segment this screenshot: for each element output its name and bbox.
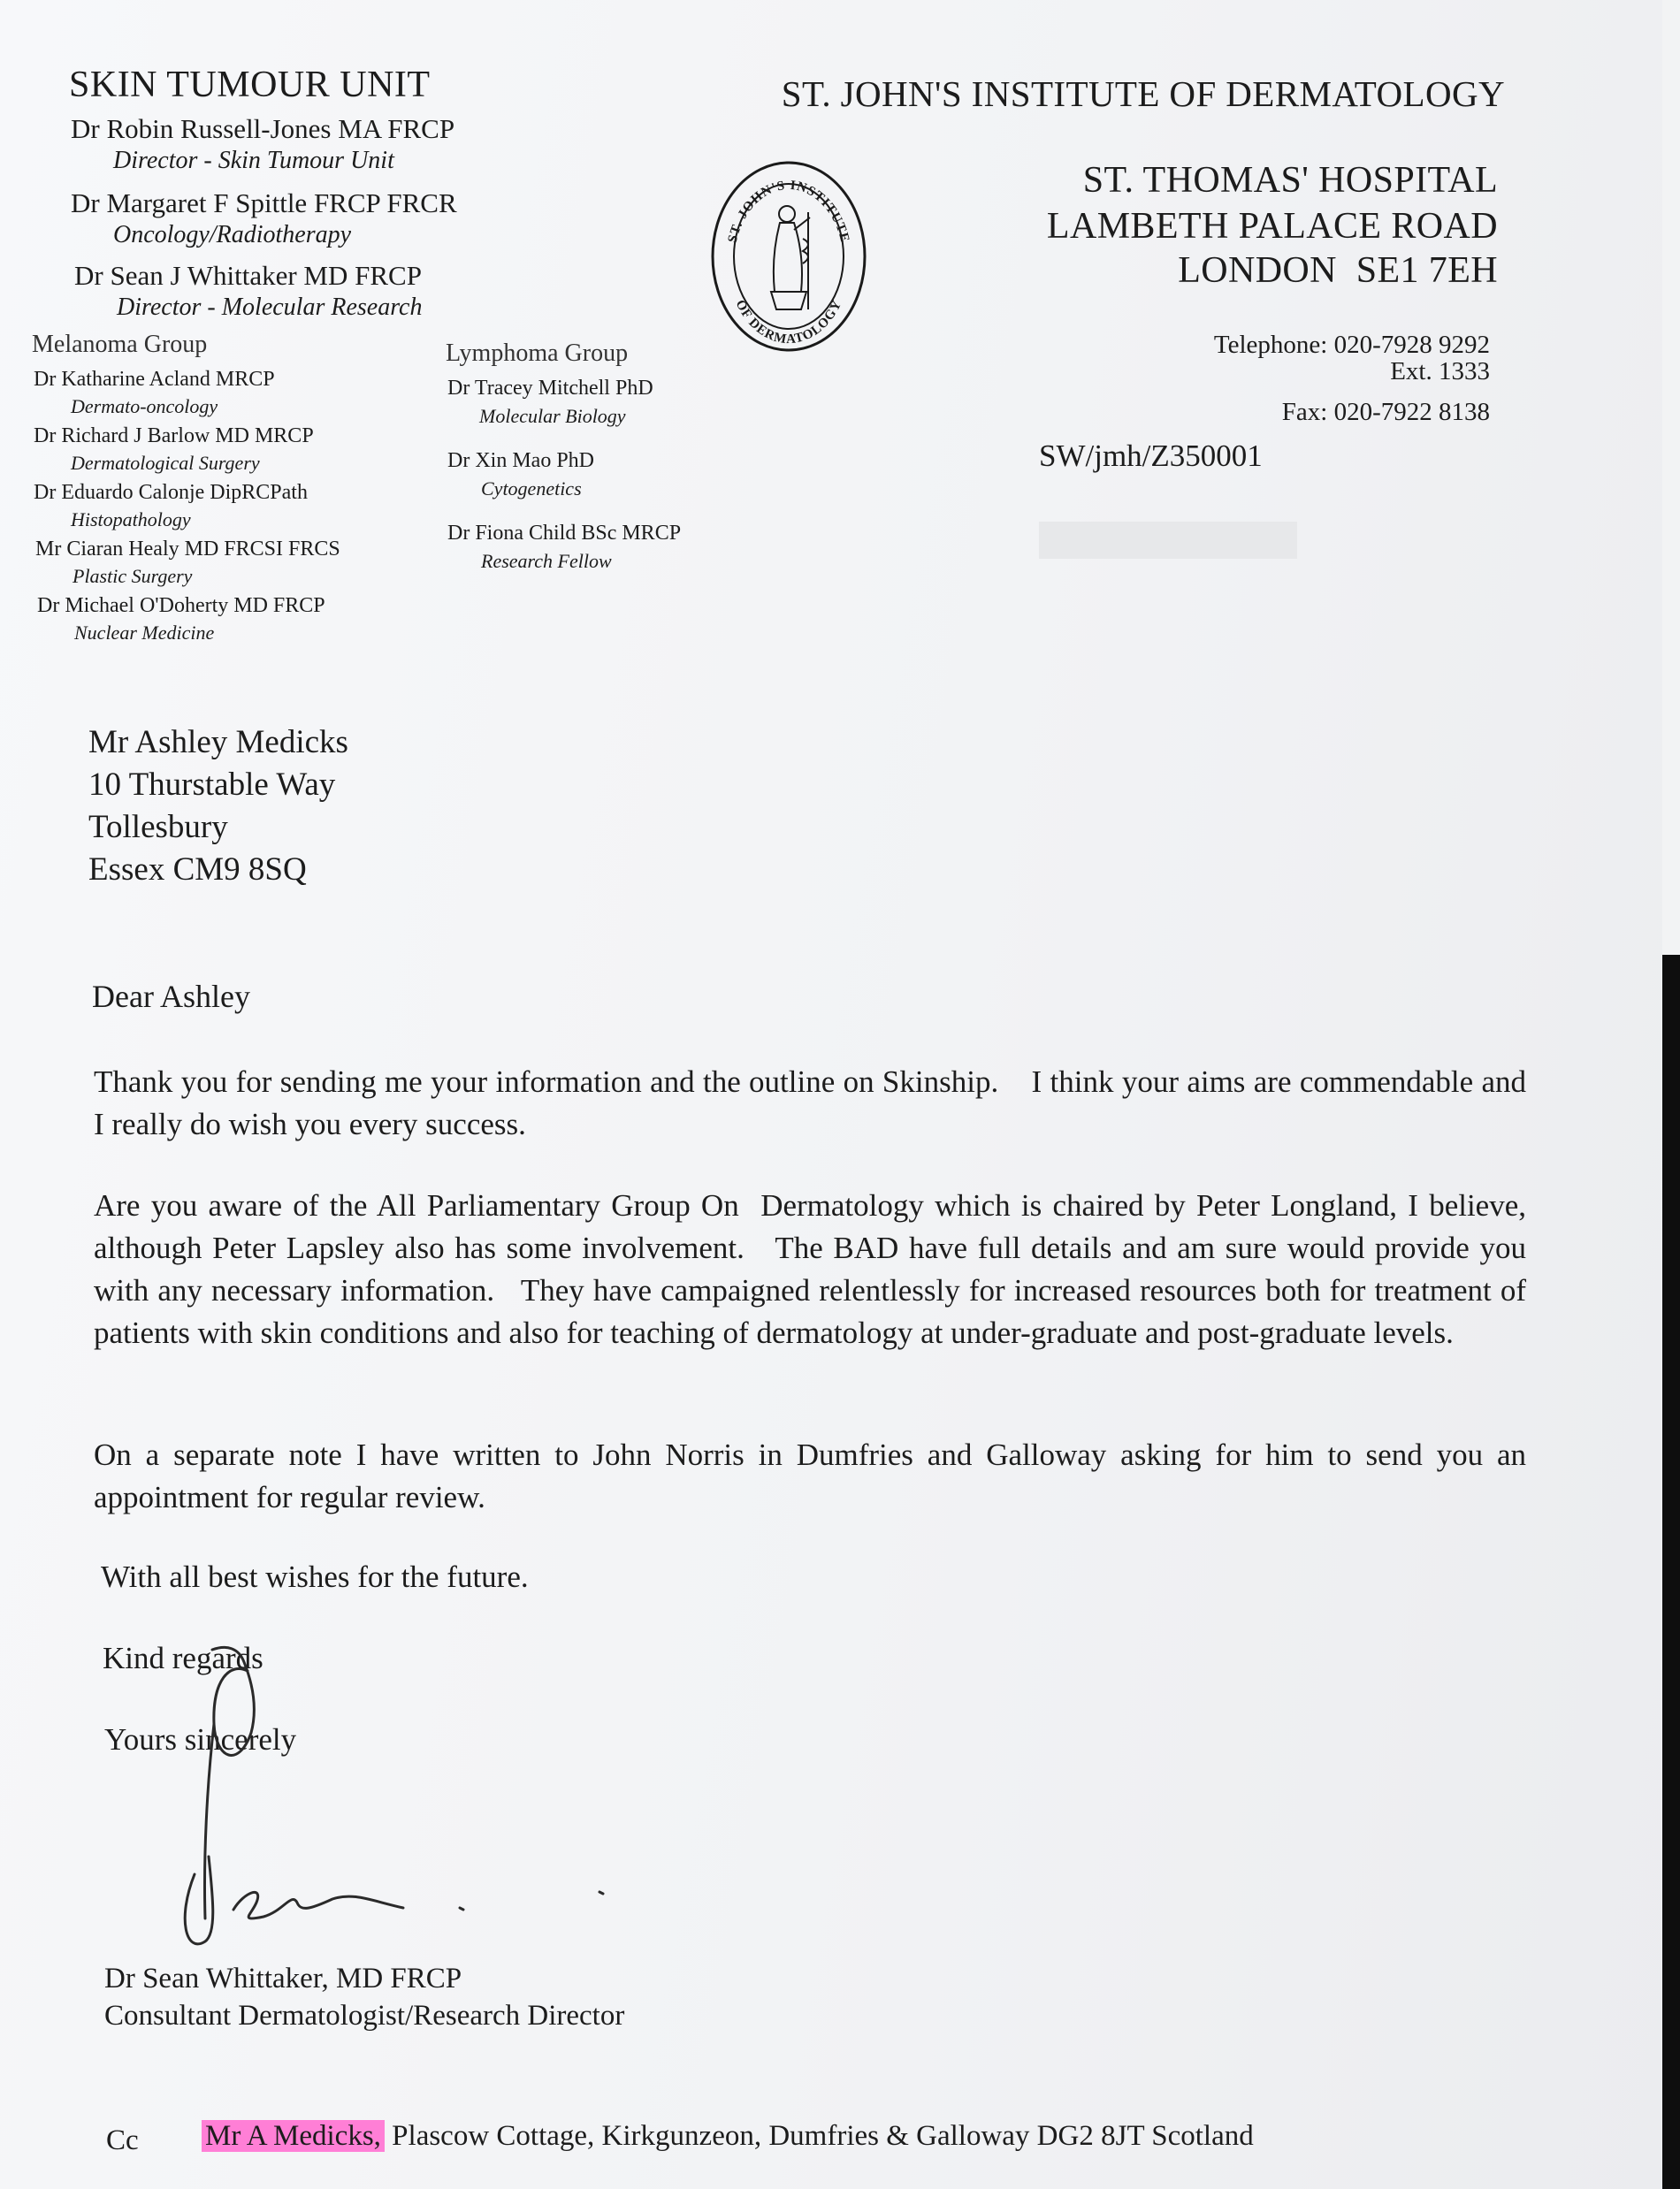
telephone-extension: Ext. 1333 xyxy=(1390,357,1490,385)
director-role: Director - Molecular Research xyxy=(117,294,423,321)
reference-number: SW/jmh/Z350001 xyxy=(1039,439,1263,473)
highlighted-name: Mr A Medicks, xyxy=(202,2120,385,2152)
director-name: Dr Margaret F Spittle FRCP FRCR xyxy=(71,187,457,218)
director-name: Dr Robin Russell-Jones MA FRCP xyxy=(71,113,455,144)
staff-role: Dermato-oncology xyxy=(71,395,218,417)
director-name: Dr Sean J Whittaker MD FRCP xyxy=(74,260,422,291)
staff-role: Nuclear Medicine xyxy=(74,622,215,644)
staff-role: Research Fellow xyxy=(481,550,612,572)
signer-name: Dr Sean Whittaker, MD FRCP xyxy=(104,1963,462,1995)
unit-title: SKIN TUMOUR UNIT xyxy=(69,65,431,105)
address-line: LAMBETH PALACE ROAD xyxy=(1046,206,1498,247)
paragraph: On a separate note I have written to John Norris in Dumfries and Galloway asking for him to send you an appointment for regular review. xyxy=(94,1438,1526,1514)
address-line: ST. THOMAS' HOSPITAL xyxy=(1082,160,1498,201)
staff-role: Dermatological Surgery xyxy=(71,452,260,474)
recipient-line: Mr Ashley Medicks xyxy=(88,724,348,760)
fax: Fax: 020-7922 8138 xyxy=(1281,398,1490,426)
recipient-line: Tollesbury xyxy=(88,809,228,845)
staff-role: Cytogenetics xyxy=(481,477,582,500)
closing-yours-sincerely: Yours sincerely xyxy=(104,1722,297,1757)
recipient-line: 10 Thurstable Way xyxy=(88,767,336,803)
svg-text:ST. JOHN'S INSTITUTE: ST. JOHN'S INSTITUTE xyxy=(725,178,852,245)
address-line: LONDON SE1 7EH xyxy=(1178,250,1498,291)
saint-figure-icon xyxy=(771,206,810,309)
staff-name: Mr Ciaran Healy MD FRCSI FRCS xyxy=(35,538,340,561)
page-shadow-edge xyxy=(1662,955,1680,2189)
staff-name: Dr Fiona Child BSc MRCP xyxy=(447,522,682,545)
closing-kind-regards: Kind regards xyxy=(103,1641,263,1675)
staff-role: Molecular Biology xyxy=(479,405,626,427)
staff-role: Plastic Surgery xyxy=(73,565,193,587)
lymphoma-group-title: Lymphoma Group xyxy=(446,339,629,367)
cc-recipient xyxy=(202,2120,1254,2153)
paragraph: Are you aware of the All Parliamentary Group On Dermatology which is chaired by Peter Longland, I believe, although Peter Lapsley also has some involvement. The BAD have full details and am sure would provide you with any necessary information. They have campaigned relentlessly for increased resources both for treatment of patients with skin conditions and also for teaching of dermatology at under-graduate and post-graduate levels. xyxy=(94,1188,1534,1350)
faded-date-stamp xyxy=(1039,522,1297,559)
telephone: Telephone: 020-7928 9292 xyxy=(1213,331,1490,359)
paragraph: With all best wishes for the future. xyxy=(101,1560,529,1594)
institute-name: ST. JOHN'S INSTITUTE OF DERMATOLOGY xyxy=(781,73,1505,114)
staff-name: Dr Tracey Mitchell PhD xyxy=(447,377,653,400)
director-role: Director - Skin Tumour Unit xyxy=(113,147,394,174)
salutation: Dear Ashley xyxy=(92,979,250,1014)
svg-text:OF DERMATOLOGY: OF DERMATOLOGY xyxy=(732,297,845,347)
staff-name: Dr Katharine Acland MRCP xyxy=(34,368,275,391)
staff-name: Dr Michael O'Doherty MD FRCP xyxy=(37,594,325,617)
director-role: Oncology/Radiotherapy xyxy=(113,221,352,248)
handwritten-signature xyxy=(159,1627,637,1963)
staff-role: Histopathology xyxy=(71,508,191,530)
paragraph: Thank you for sending me your information and the outline on Skinship. I think your aims are commendable and I really do wish you every success. xyxy=(94,1064,1534,1141)
melanoma-group-title: Melanoma Group xyxy=(32,331,208,358)
cc-label: Cc xyxy=(106,2124,139,2156)
staff-name: Dr Eduardo Calonje DipRCPath xyxy=(34,481,308,504)
staff-name: Dr Richard J Barlow MD MRCP xyxy=(34,424,314,447)
cc-address: Plascow Cottage, Kirkgunzeon, Dumfries & Galloway DG2 8JT Scotland xyxy=(384,2120,1254,2152)
staff-name: Dr Xin Mao PhD xyxy=(447,449,594,472)
recipient-line: Essex CM9 8SQ xyxy=(88,851,307,888)
signer-title: Consultant Dermatologist/Research Director xyxy=(104,2000,625,2032)
institute-seal-logo xyxy=(709,159,868,354)
recipient-address xyxy=(88,721,348,891)
